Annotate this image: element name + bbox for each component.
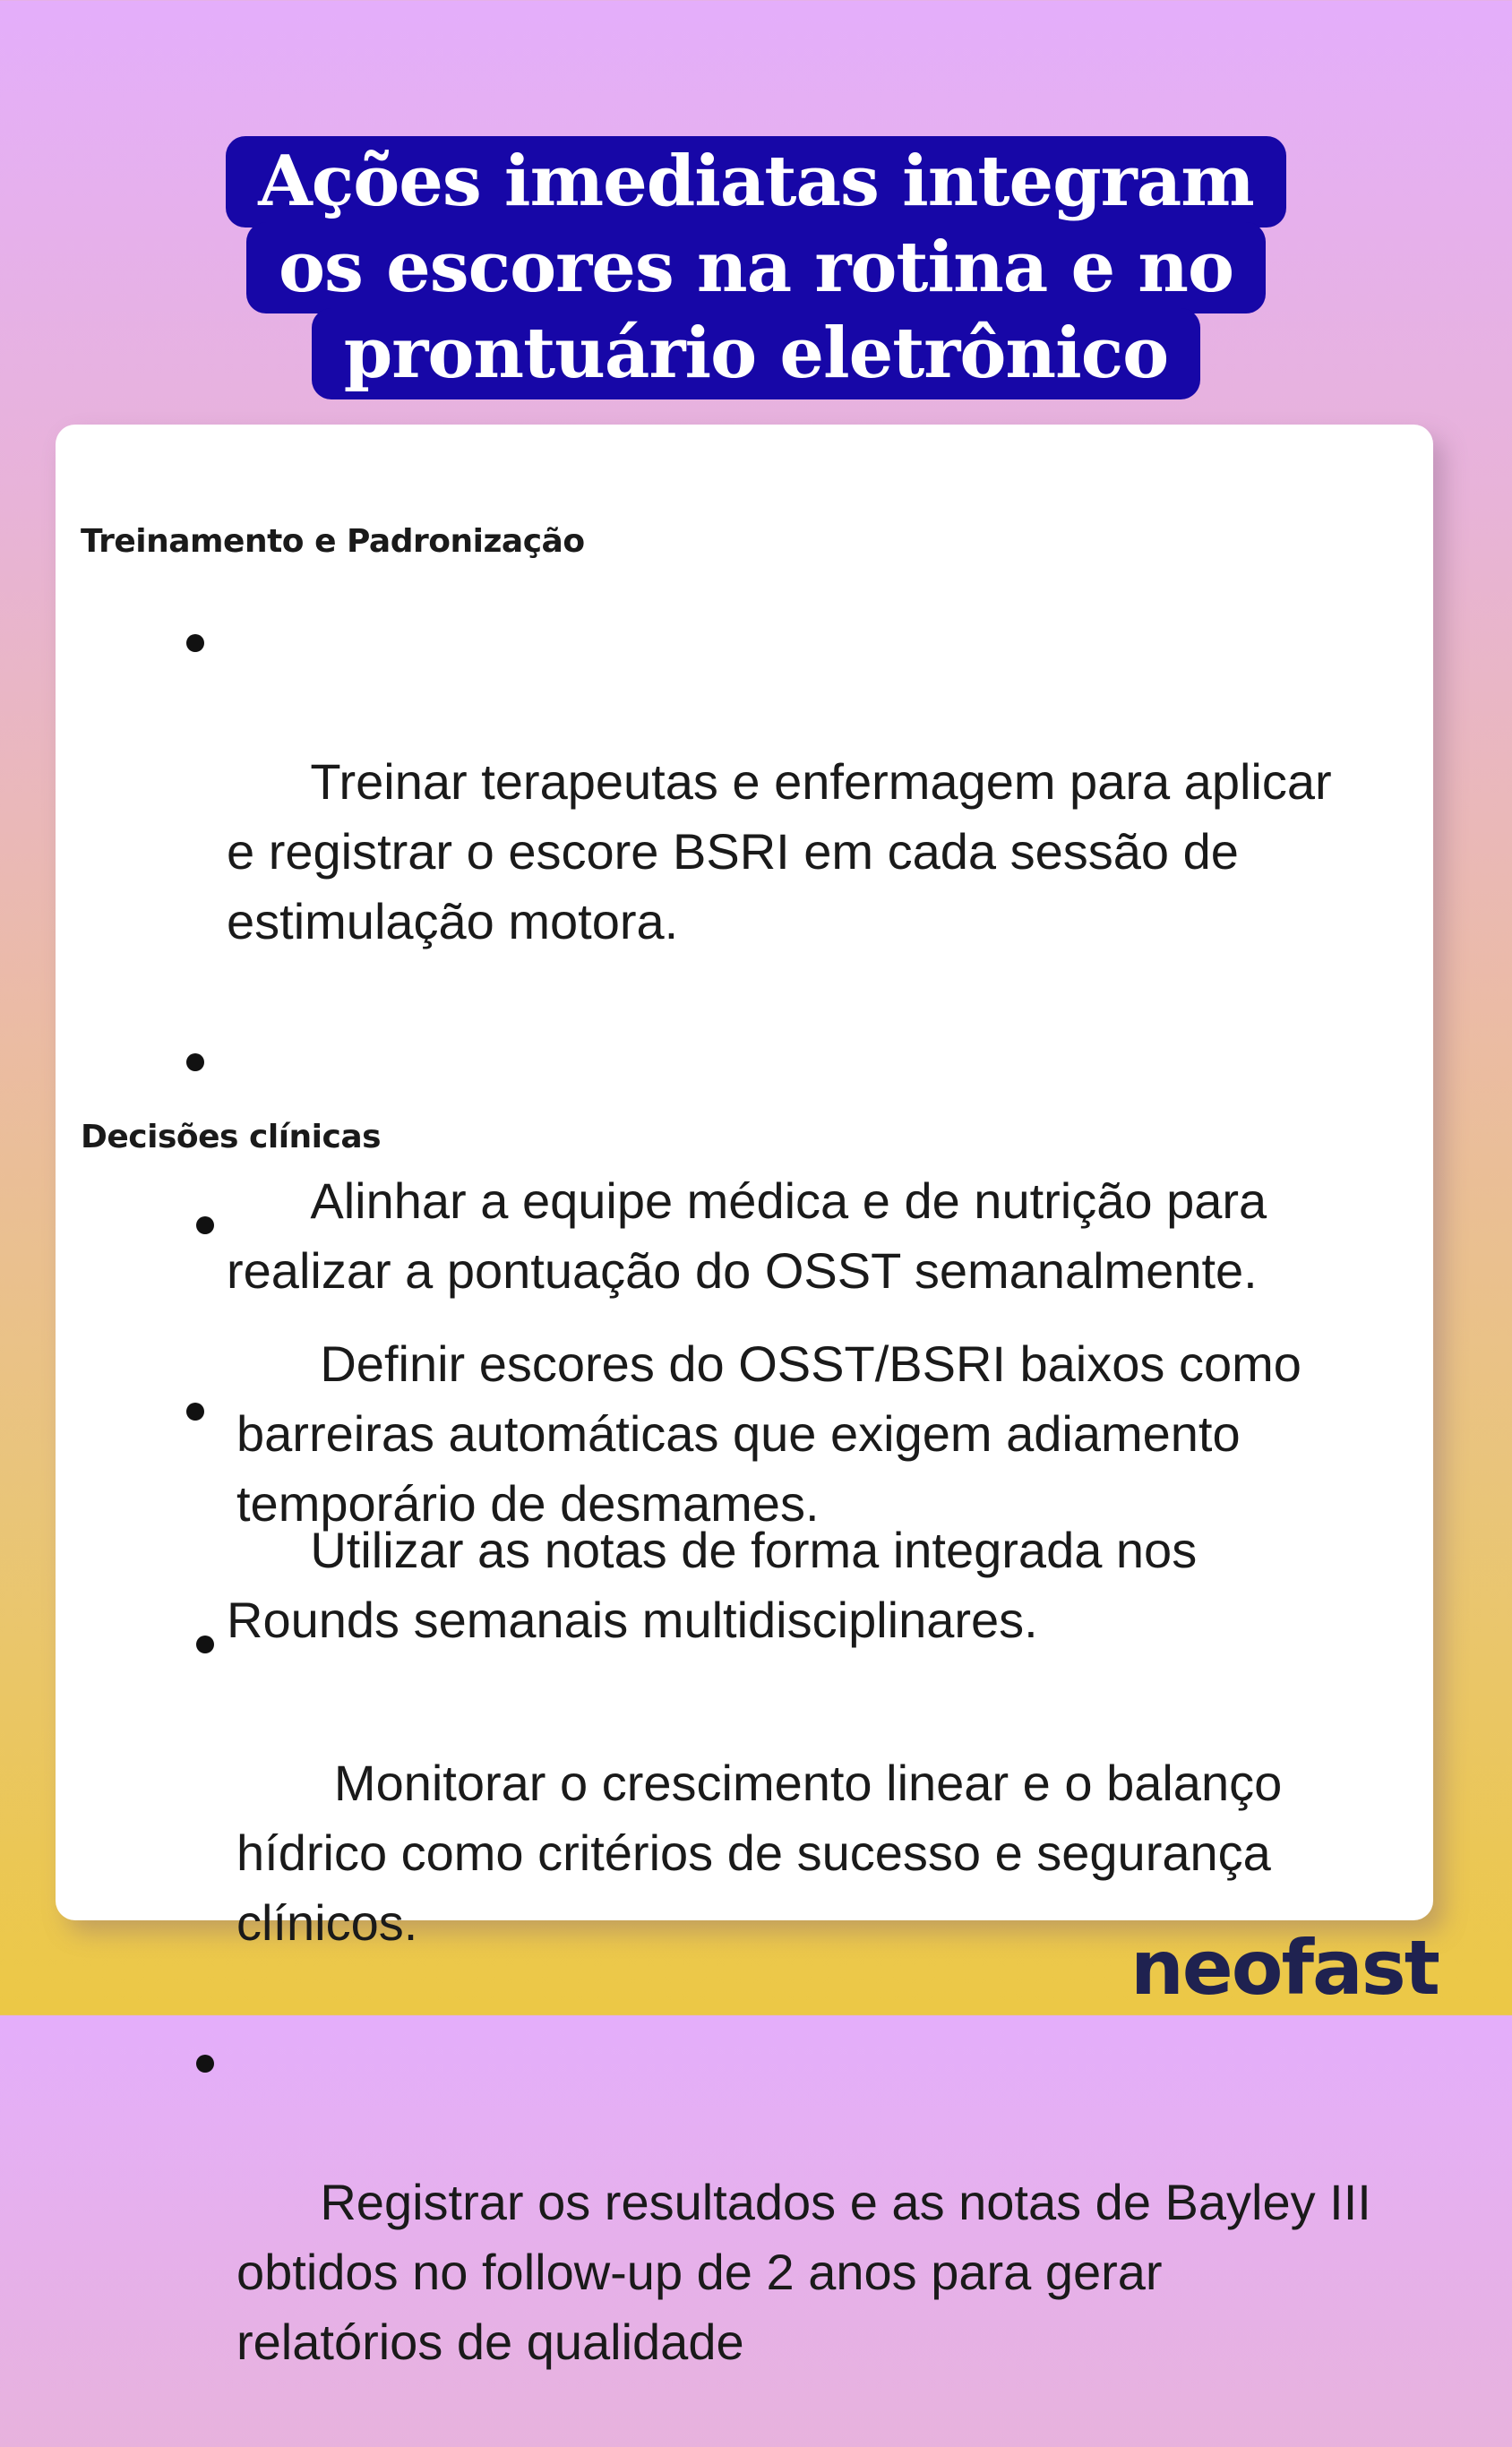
list-item-text: Monitorar o crescimento linear e o balanço hídrico como critérios de sucesso e segurança clínicos. bbox=[236, 1755, 1283, 1951]
title-line-1: Ações imediatas integram bbox=[226, 136, 1286, 228]
list-item-text: Utilizar as notas de forma integrada nos Rounds semanais multidisciplinares. bbox=[227, 1522, 1198, 1648]
bullet-dot-icon bbox=[186, 1403, 204, 1421]
bullet-dot-icon bbox=[196, 1636, 214, 1653]
clinical-decisions-bullet-list bbox=[236, 1189, 1410, 2447]
bullet-dot-icon bbox=[196, 1216, 214, 1234]
list-item bbox=[236, 1189, 1410, 1609]
list-item-text: Registrar os resultados e as notas de Bayley III obtidos no follow-up de 2 anos para gerar relatórios de qualidade bbox=[236, 2174, 1371, 2370]
page-title bbox=[0, 136, 1512, 399]
list-item-text: Treinar terapeutas e enfermagem para aplicar e registrar o escore BSRI em cada sessão de estimulação motora. bbox=[227, 753, 1332, 949]
bullet-dot-icon bbox=[186, 634, 204, 652]
bullet-dot-icon bbox=[186, 1053, 204, 1071]
list-item bbox=[227, 607, 1391, 1026]
list-item-text: Alinhar a equipe médica e de nutrição para realizar a pontuação do OSST semanalmente. bbox=[227, 1172, 1267, 1299]
list-item-text: Definir escores do OSST/BSRI baixos como barreiras automáticas que exigem adiamento temporário de desmames. bbox=[236, 1335, 1302, 1532]
title-line-3: prontuário eletrônico bbox=[312, 308, 1200, 399]
neofast-logo: neofast bbox=[1130, 1924, 1439, 2012]
section-heading-clinical-decisions: Decisões clínicas bbox=[81, 1119, 382, 1155]
section-heading-training: Treinamento e Padronização bbox=[81, 523, 585, 560]
bullet-dot-icon bbox=[196, 2055, 214, 2073]
list-item bbox=[236, 2028, 1410, 2447]
title-line-2: os escores na rotina e no bbox=[246, 222, 1266, 313]
